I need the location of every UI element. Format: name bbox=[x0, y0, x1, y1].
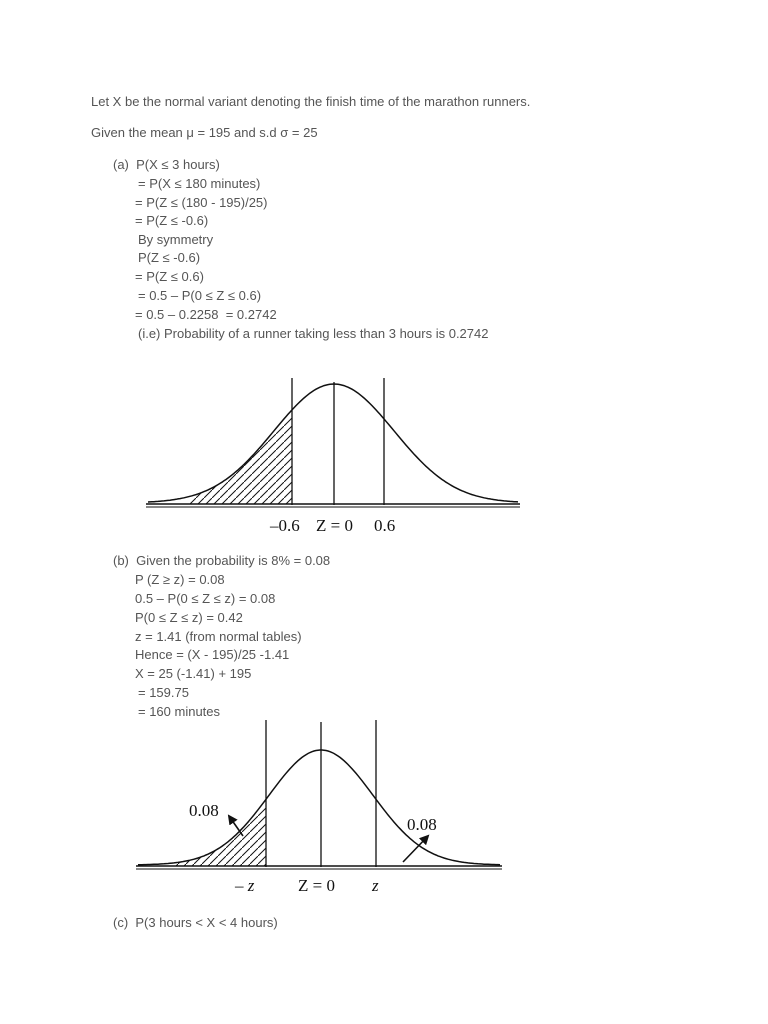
part-b-step: z = 1.41 (from normal tables) bbox=[135, 629, 302, 644]
bell-curve bbox=[148, 384, 518, 502]
normal-curve-figure-1 bbox=[140, 378, 530, 540]
label-0-6: 0.6 bbox=[374, 516, 396, 535]
intro-line-2: Given the mean μ = 195 and s.d σ = 25 bbox=[91, 125, 318, 140]
part-a-step: = P(Z ≤ -0.6) bbox=[135, 213, 209, 228]
part-a-step: = P(X ≤ 180 minutes) bbox=[138, 176, 261, 191]
part-a-step: = 0.5 – P(0 ≤ Z ≤ 0.6) bbox=[138, 288, 262, 303]
label-right-area: 0.08 bbox=[407, 815, 437, 834]
part-b-step: P (Z ≥ z) = 0.08 bbox=[135, 572, 225, 587]
part-b-step: 0.5 – P(0 ≤ Z ≤ z) = 0.08 bbox=[135, 591, 276, 606]
part-a-step: = P(Z ≤ (180 - 195)/25) bbox=[135, 195, 268, 210]
part-b-step: Hence = (X - 195)/25 -1.41 bbox=[135, 647, 290, 662]
part-a-conclusion: (i.e) Probability of a runner taking less than 3 hours is 0.2742 bbox=[138, 326, 489, 341]
part-a-step: = P(Z ≤ 0.6) bbox=[135, 269, 204, 284]
part-a-heading: (a) P(X ≤ 3 hours) bbox=[113, 157, 220, 172]
part-b-step: X = 25 (-1.41) + 195 bbox=[135, 666, 252, 681]
part-b-step: = 160 minutes bbox=[138, 704, 221, 719]
part-a-step: P(Z ≤ -0.6) bbox=[138, 250, 201, 265]
label-z: z bbox=[372, 876, 379, 895]
intro-line-1: Let X be the normal variant denoting the finish time of the marathon runners. bbox=[91, 94, 531, 109]
left-area-arrow bbox=[229, 816, 243, 836]
label-neg-z: – z bbox=[235, 876, 255, 895]
label-left-area: 0.08 bbox=[189, 801, 219, 820]
label-z-equals-0: Z = 0 bbox=[298, 876, 335, 895]
label-minus-0-6: –0.6 bbox=[270, 516, 300, 535]
part-b-step: P(0 ≤ Z ≤ z) = 0.42 bbox=[135, 610, 243, 625]
normal-curve-figure-2 bbox=[130, 720, 510, 900]
part-a-step: = 0.5 – 0.2258 = 0.2742 bbox=[135, 307, 277, 322]
part-b-step: = 159.75 bbox=[138, 685, 189, 700]
normal-curve-diagram-1 bbox=[140, 378, 530, 540]
part-c-heading: (c) P(3 hours < X < 4 hours) bbox=[113, 915, 278, 930]
normal-curve-diagram-2 bbox=[130, 720, 510, 900]
part-a-step: By symmetry bbox=[138, 232, 214, 247]
part-b-heading: (b) Given the probability is 8% = 0.08 bbox=[113, 553, 331, 568]
label-z-equals-0: Z = 0 bbox=[316, 516, 353, 535]
left-tail-shaded-area bbox=[190, 410, 292, 504]
